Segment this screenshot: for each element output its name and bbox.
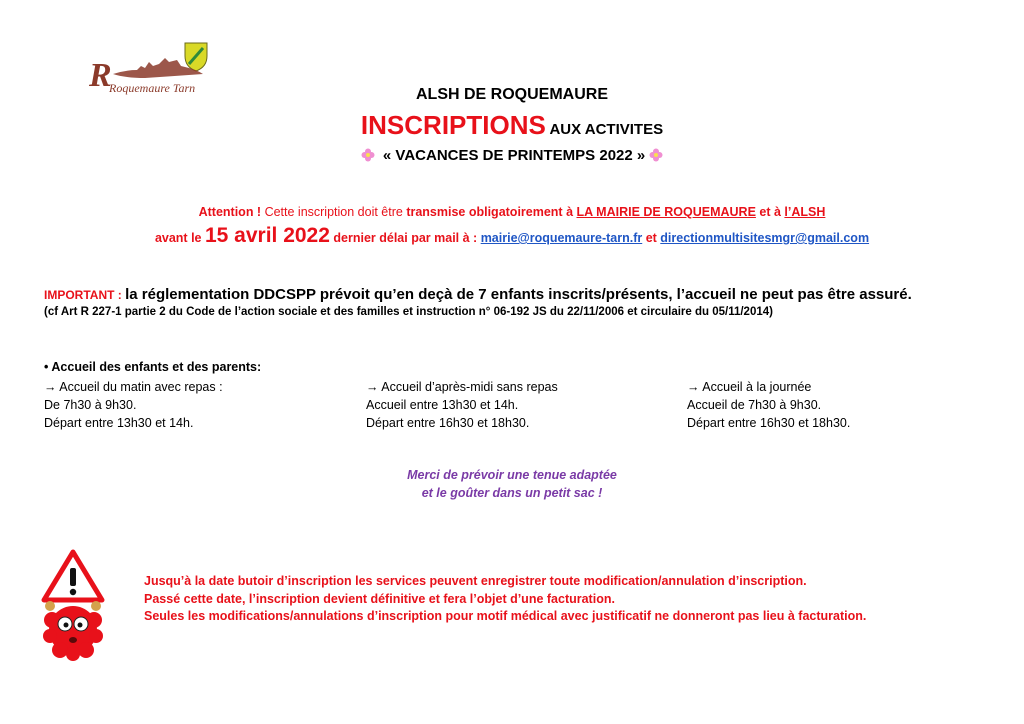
flower-icon: [361, 148, 375, 162]
flower-icon: [649, 148, 663, 162]
merci-note: Merci de prévoir une tenue adaptée et le goûter dans un petit sac !: [407, 468, 617, 500]
holiday-title-text: « VACANCES DE PRINTEMPS 2022 »: [382, 147, 646, 164]
svg-text:R: R: [89, 57, 112, 94]
billing-warning: Jusqu’à la date butoir d’inscription les services peuvent enregistrer toute modification/annulation d’inscription. Passé cette date, l’inscription devient définitive et fera l’objet d’une facturation. Seules les modifications/annulations d’inscription pour motif médical avec justificatif ne donneront pas lieu à facturation.: [144, 574, 867, 623]
aux-activites-text: AUX ACTIVITES: [545, 121, 664, 138]
accueil-column-journee: → Accueil à la journée Accueil de 7h30 à 9h30. Départ entre 16h30 et 18h30.: [687, 380, 851, 430]
logo-text: Roquemaure Tarn: [109, 81, 196, 95]
accueil-column-apres-midi: → Accueil d’après-midi sans repas Accueil entre 13h30 et 14h. Départ entre 16h30 et 18h30.: [366, 380, 558, 430]
holiday-title: [0, 147, 1024, 164]
legal-reference: (cf Art R 227-1 partie 2 du Code de l’action sociale et des familles et instruction n° 06-192 JS du 22/11/2006 et circulaire du 05/11/2014): [44, 306, 773, 318]
accueil-column-matin: → Accueil du matin avec repas : De 7h30 à 9h30. Départ entre 13h30 et 14h.: [44, 380, 223, 430]
header-subtitle: [0, 110, 1024, 145]
deadline-line: avant le 15 avril 2022 dernier délai par mail à : mairie@roquemaure-tarn.fr et directionmultisitesmgr@gmail.com: [154, 224, 870, 247]
header-title: ALSH DE ROQUEMAURE: [415, 86, 608, 103]
inscriptions-word: INSCRIPTIONS: [360, 110, 546, 140]
important-notice: IMPORTANT : la réglementation DDCSPP prévoit qu’en deçà de 7 enfants inscrits/présents, l’accueil ne peut pas être assuré.: [44, 286, 912, 303]
deadline-date: 15 avril 2022: [204, 224, 330, 247]
accueil-title: • Accueil des enfants et des parents:: [44, 360, 262, 374]
email-mairie-link[interactable]: mairie@roquemaure-tarn.fr: [480, 231, 643, 245]
warning-mascot-icon: [38, 548, 108, 663]
attention-line: Attention ! Cette inscription doit être transmise obligatoirement à LA MAIRIE DE ROQUEMAURE et à l’ALSH: [198, 205, 826, 219]
coat-of-arms-icon: [185, 43, 207, 71]
email-direction-link[interactable]: directionmultisitesmgr@gmail.com: [660, 231, 870, 245]
